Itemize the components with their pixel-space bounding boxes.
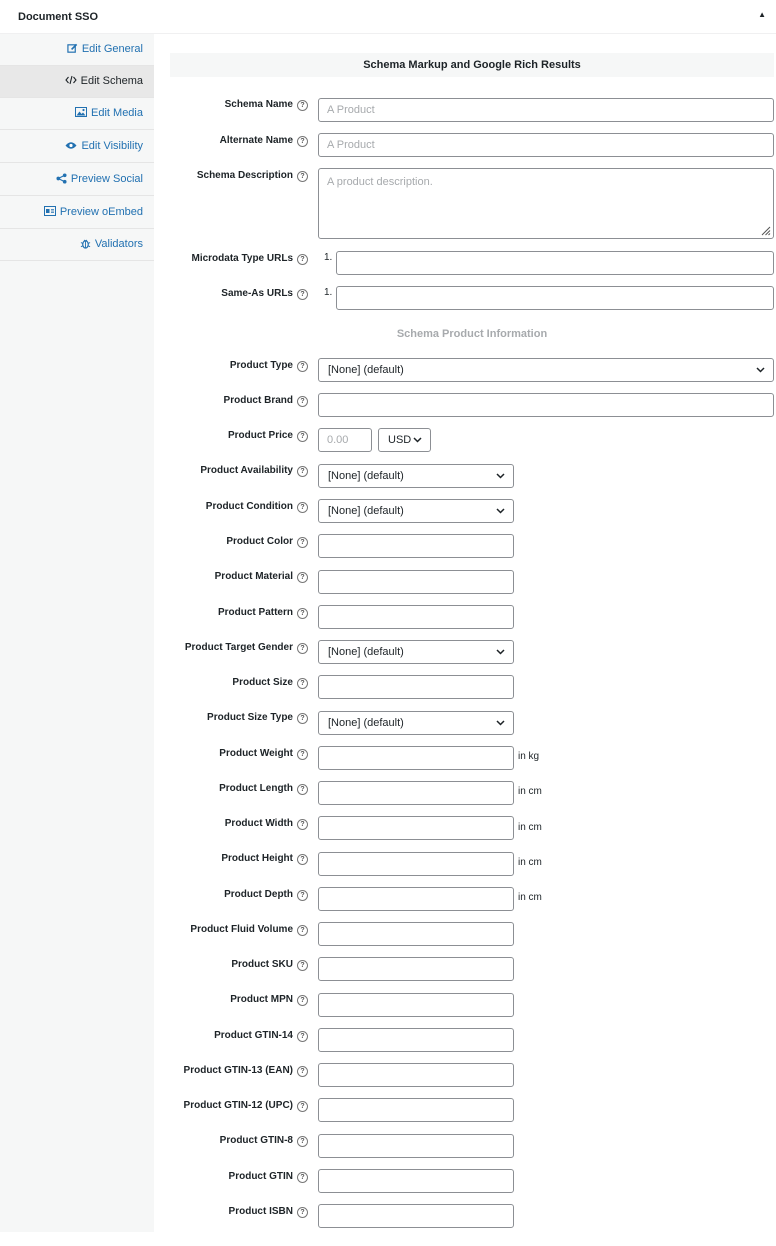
chevron-down-icon — [496, 649, 505, 655]
product-size-input[interactable] — [318, 675, 514, 699]
alternate-name-input[interactable]: A Product — [318, 133, 774, 157]
product-gtin14-input[interactable] — [318, 1028, 514, 1052]
height-unit: in cm — [518, 857, 542, 868]
product-price-input[interactable]: 0.00 — [318, 428, 372, 452]
product-height-label: Product Height — [221, 853, 293, 864]
metabox-title: Document SSO — [18, 11, 99, 23]
tab-validators[interactable] — [0, 229, 154, 261]
product-mpn-input[interactable] — [318, 993, 514, 1017]
product-condition-label: Product Condition — [205, 501, 293, 512]
product-sku-label: Product SKU — [231, 959, 293, 970]
section-title: Schema Markup and Google Rich Results — [170, 53, 774, 77]
same-as-url-input[interactable] — [336, 286, 774, 310]
microdata-type-urls-label: Microdata Type URLs — [191, 253, 293, 264]
product-gtin13-input[interactable] — [318, 1063, 514, 1087]
product-depth-input[interactable] — [318, 887, 514, 911]
product-pattern-label: Product Pattern — [217, 607, 293, 618]
product-price-label: Product Price — [227, 430, 293, 441]
list-number: 1. — [324, 287, 333, 298]
schema-form — [170, 0, 774, 1246]
help-icon[interactable]: ? — [297, 890, 308, 901]
help-icon[interactable]: ? — [297, 1207, 308, 1218]
list-number: 1. — [324, 252, 333, 263]
code-icon — [65, 75, 77, 85]
product-gtin8-input[interactable] — [318, 1134, 514, 1158]
help-icon[interactable]: ? — [297, 1031, 308, 1042]
resize-grip-icon[interactable] — [759, 224, 771, 236]
tab-label: Edit Media — [91, 107, 143, 119]
help-icon[interactable]: ? — [297, 361, 308, 372]
product-color-input[interactable] — [318, 534, 514, 558]
help-icon[interactable]: ? — [297, 678, 308, 689]
product-mpn-label: Product MPN — [230, 994, 293, 1005]
tab-preview-social[interactable] — [0, 164, 154, 196]
product-condition-select[interactable]: [None] (default) — [318, 499, 514, 523]
tab-edit-visibility[interactable] — [0, 131, 154, 163]
help-icon[interactable]: ? — [297, 713, 308, 724]
tab-label: Preview oEmbed — [59, 206, 143, 218]
product-gtin8-label: Product GTIN-8 — [219, 1135, 293, 1146]
help-icon[interactable]: ? — [297, 749, 308, 760]
length-unit: in cm — [518, 786, 542, 797]
product-target-gender-select[interactable]: [None] (default) — [318, 640, 514, 664]
tabs-sidebar — [0, 34, 154, 1232]
help-icon[interactable]: ? — [297, 854, 308, 865]
product-gtin13-label: Product GTIN-13 (EAN) — [183, 1065, 293, 1076]
product-height-input[interactable] — [318, 852, 514, 876]
product-gtin-label: Product GTIN — [228, 1171, 293, 1182]
product-type-label: Product Type — [229, 360, 293, 371]
help-icon[interactable]: ? — [297, 819, 308, 830]
tab-label: Edit Schema — [80, 75, 143, 87]
product-length-label: Product Length — [219, 783, 293, 794]
chevron-down-icon — [413, 437, 422, 443]
product-brand-label: Product Brand — [223, 395, 293, 406]
weight-unit: in kg — [518, 751, 540, 762]
help-icon[interactable]: ? — [297, 608, 308, 619]
product-color-label: Product Color — [226, 536, 293, 547]
collapse-toggle-icon[interactable]: ▲ — [758, 10, 766, 19]
edit-icon — [67, 43, 78, 54]
product-width-input[interactable] — [318, 816, 514, 840]
product-target-gender-label: Product Target Gender — [184, 642, 293, 653]
tab-label: Edit General — [81, 43, 143, 55]
schema-description-label: Schema Description — [196, 170, 293, 181]
product-weight-input[interactable] — [318, 746, 514, 770]
chevron-down-icon — [496, 508, 505, 514]
product-fluid-volume-label: Product Fluid Volume — [190, 924, 293, 935]
help-icon[interactable]: ? — [297, 1066, 308, 1077]
schema-name-input[interactable]: A Product — [318, 98, 774, 122]
section-subtitle: Schema Product Information — [396, 328, 548, 340]
product-weight-label: Product Weight — [219, 748, 293, 759]
tab-label: Preview Social — [70, 173, 143, 185]
help-icon[interactable]: ? — [297, 171, 308, 182]
tab-edit-schema[interactable] — [0, 66, 154, 98]
product-width-label: Product Width — [224, 818, 293, 829]
help-icon[interactable]: ? — [297, 136, 308, 147]
currency-select[interactable]: USD — [378, 428, 431, 452]
help-icon[interactable]: ? — [297, 100, 308, 111]
product-gtin12-label: Product GTIN-12 (UPC) — [183, 1100, 293, 1111]
product-type-select[interactable]: [None] (default) — [318, 358, 774, 382]
chevron-down-icon — [756, 367, 765, 373]
product-fluid-volume-input[interactable] — [318, 922, 514, 946]
help-icon[interactable]: ? — [297, 289, 308, 300]
product-size-type-select[interactable]: [None] (default) — [318, 711, 514, 735]
tab-preview-oembed[interactable] — [0, 197, 154, 229]
tab-label: Validators — [94, 238, 143, 250]
tab-edit-media[interactable] — [0, 98, 154, 130]
chevron-down-icon — [496, 473, 505, 479]
help-icon[interactable]: ? — [297, 396, 308, 407]
schema-name-label: Schema Name — [224, 99, 293, 110]
help-icon[interactable]: ? — [297, 466, 308, 477]
eye-icon — [65, 141, 77, 150]
help-icon[interactable]: ? — [297, 1172, 308, 1183]
width-unit: in cm — [518, 822, 542, 833]
product-isbn-label: Product ISBN — [228, 1206, 293, 1217]
product-isbn-input[interactable] — [318, 1204, 514, 1228]
help-icon[interactable]: ? — [297, 502, 308, 513]
depth-unit: in cm — [518, 892, 542, 903]
help-icon[interactable]: ? — [297, 960, 308, 971]
help-icon[interactable]: ? — [297, 784, 308, 795]
alternate-name-label: Alternate Name — [219, 135, 293, 146]
embed-icon — [44, 206, 56, 216]
bug-icon — [80, 238, 91, 249]
help-icon[interactable]: ? — [297, 1101, 308, 1112]
tab-label: Edit Visibility — [81, 140, 143, 152]
product-availability-select[interactable]: [None] (default) — [318, 464, 514, 488]
help-icon[interactable]: ? — [297, 643, 308, 654]
schema-description-textarea[interactable]: A product description. — [318, 168, 774, 239]
help-icon[interactable]: ? — [297, 925, 308, 936]
product-brand-input[interactable] — [318, 393, 774, 417]
same-as-urls-label: Same-As URLs — [221, 288, 293, 299]
product-gtin12-input[interactable] — [318, 1098, 514, 1122]
product-gtin14-label: Product GTIN-14 — [214, 1030, 293, 1041]
product-sku-input[interactable] — [318, 957, 514, 981]
image-icon — [75, 107, 87, 117]
product-length-input[interactable] — [318, 781, 514, 805]
product-size-type-label: Product Size Type — [207, 712, 293, 723]
help-icon[interactable]: ? — [297, 254, 308, 265]
product-material-input[interactable] — [318, 570, 514, 594]
help-icon[interactable]: ? — [297, 1136, 308, 1147]
product-pattern-input[interactable] — [318, 605, 514, 629]
share-icon — [56, 173, 67, 184]
product-depth-label: Product Depth — [224, 889, 293, 900]
product-gtin-input[interactable] — [318, 1169, 514, 1193]
product-size-label: Product Size — [232, 677, 293, 688]
product-material-label: Product Material — [214, 571, 293, 582]
help-icon[interactable]: ? — [297, 995, 308, 1006]
microdata-type-url-input[interactable] — [336, 251, 774, 275]
chevron-down-icon — [496, 720, 505, 726]
help-icon[interactable]: ? — [297, 431, 308, 442]
help-icon[interactable]: ? — [297, 537, 308, 548]
tab-edit-general[interactable] — [0, 34, 154, 66]
help-icon[interactable]: ? — [297, 572, 308, 583]
product-availability-label: Product Availability — [200, 465, 293, 476]
